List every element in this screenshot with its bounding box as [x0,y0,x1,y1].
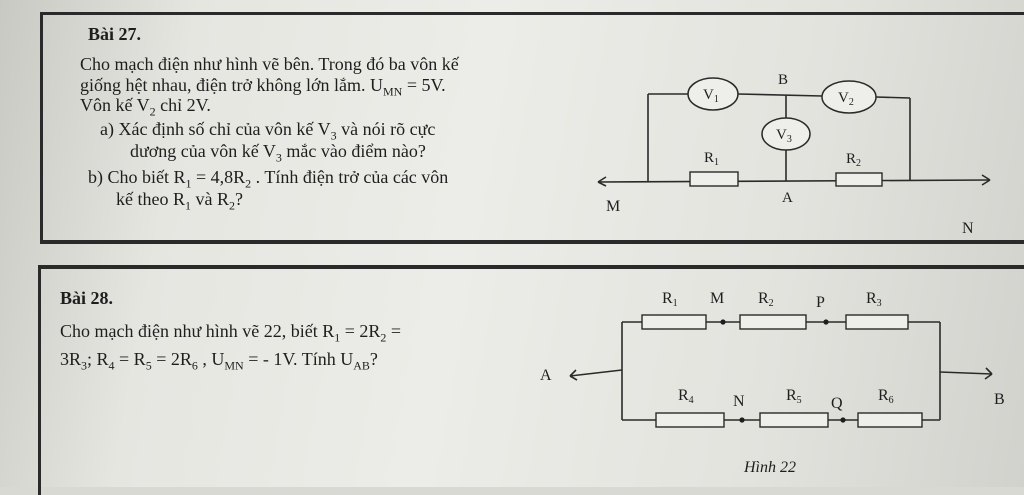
circuit-22 [540,290,1005,476]
wire-b-right [940,372,992,374]
label-r5: R5 [786,387,802,406]
wire-mn [598,180,990,182]
resistor-r6 [858,413,922,427]
wire-top-right [876,97,910,98]
label-r3: R3 [866,290,882,309]
resistor-r1-fig27 [690,172,738,186]
label-n: N [733,393,745,410]
wire-a-left [570,370,622,376]
label-node-a-fig27: A [782,190,793,206]
label-q: Q [831,395,843,412]
label-r2: R2 [758,290,774,309]
label-v2: $V_2$ [838,90,854,108]
problem-28-line-2: $3R_3$; $R_4 = R_5 = 2R_6$ , $U_{MN}$ = - 1V. Tính $U_{AB}$? [60,349,378,373]
label-v1: $V_1$ [703,87,719,105]
resistor-r5 [760,413,828,427]
wire-top-mid [738,94,822,96]
label-r1: R1 [662,290,678,309]
label-terminal-n: N [962,220,974,237]
label-r6: R6 [878,387,894,406]
problem-27-line-2: giống hệt nhau, điện trở không lớn lắm. $U_{MN} = 5V$. [80,75,446,99]
resistor-r4 [656,413,724,427]
problem-27-line-1: Cho mạch điện như hình vẽ bên. Trong đó ba vôn kế [80,54,459,74]
node-n [739,417,744,422]
label-node-b: B [778,72,789,88]
label-m: M [710,290,725,307]
label-terminal-a: A [540,367,552,384]
node-p [823,319,828,324]
label-p: P [816,294,825,311]
problem-27-part-a: a) Xác định số chỉ của vôn kế $V_3$ và nói rõ cực [100,119,436,143]
resistor-r3 [846,315,908,329]
problem-27-part-a-cont: dương của vôn kế $V_3$ mắc vào điểm nào? [130,141,426,165]
node-q [840,417,845,422]
resistor-r2 [740,315,806,329]
figure-caption: Hình 22 [744,459,796,476]
label-terminal-m: M [606,198,621,215]
problem-27-part-b-cont: kế theo $R_1$ và $R_2$? [116,189,243,213]
label-v3: $V_3$ [776,127,792,145]
problem-27-line-3: Vôn kế $V_2$ chỉ 2V. [80,95,211,119]
problem-28-line-1: Cho mạch điện như hình vẽ 22, biết $R_1 = 2R_2$ = [60,321,402,345]
label-r2-fig27: $R_2$ [846,151,862,169]
problem-27-part-b: b) Cho biết $R_1 = 4,8R_2$ . Tính điện trở của các vôn [88,167,449,191]
resistor-r2-fig27 [836,173,882,186]
label-r4: R4 [678,387,694,406]
problem-28-title: Bài 28. [60,288,114,308]
resistor-r1 [642,315,706,329]
label-r1-fig27: $R_1$ [704,150,720,168]
label-terminal-b: B [994,391,1005,408]
problem-27-title: Bài 27. [88,24,142,44]
node-m [720,319,725,324]
circuit-27 [598,72,990,237]
